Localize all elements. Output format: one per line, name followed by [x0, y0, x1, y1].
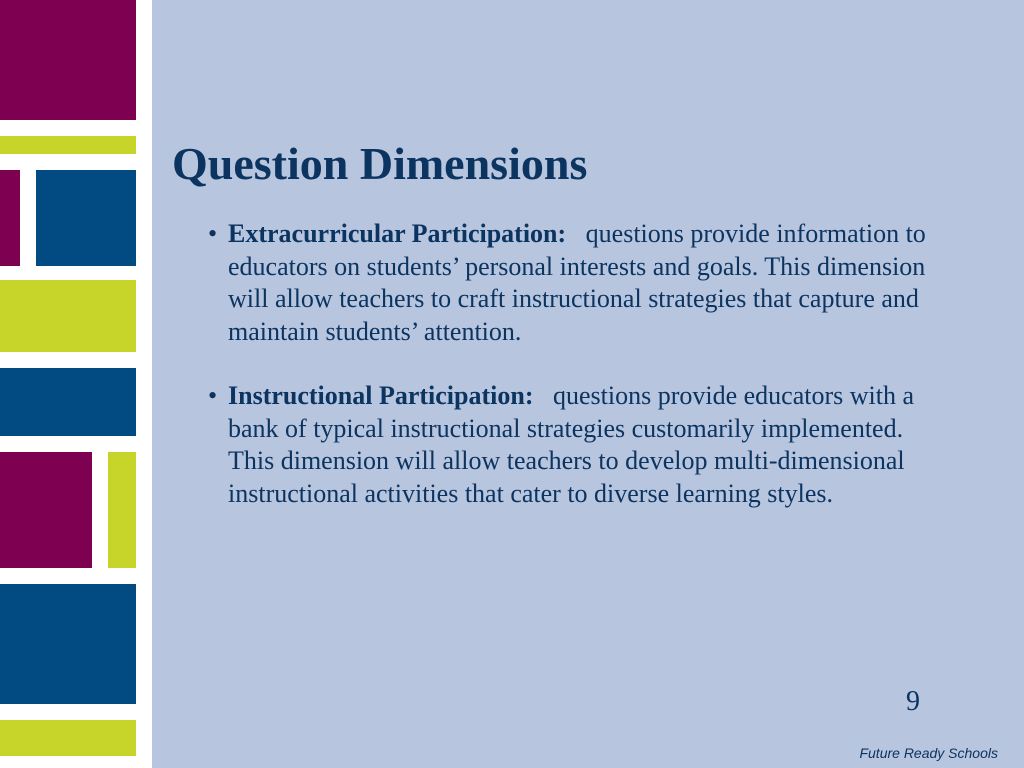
decor-block-plum [0, 452, 92, 568]
bullet-term: Extracurricular Participation: [228, 219, 567, 248]
decor-block-lime [108, 452, 136, 568]
footer-text: Future Ready Schools [859, 745, 998, 761]
decor-block-navy [36, 170, 136, 266]
page-number: 9 [906, 686, 920, 717]
decor-block-lime [0, 136, 136, 154]
bullet-term: Instructional Participation: [228, 381, 534, 410]
bullet-item [208, 380, 948, 510]
decor-block-navy [0, 368, 136, 436]
decor-block-navy [0, 584, 136, 704]
bullet-item [208, 218, 948, 348]
decor-block-lime [0, 280, 136, 352]
bullet-list [208, 218, 948, 542]
bullet-dot-icon: • [208, 219, 218, 248]
decor-block-plum [0, 170, 20, 266]
bullet-text: questions provide educators with a bank of typical instructional strategies customarily implemented. This dimension will allow teachers to develop multi-dimensional instructional activities that cater to diverse learning styles. [228, 381, 915, 508]
bullet-text: questions provide information to educators on students’ personal interests and goals. This dimension will allow teachers to craft instructional strategies that capture and maintain students’ attention. [228, 219, 926, 346]
slide-title: Question Dimensions [172, 138, 588, 189]
decor-block-plum [0, 0, 136, 120]
decor-block-lime [0, 720, 136, 756]
bullet-dot-icon: • [208, 381, 218, 410]
